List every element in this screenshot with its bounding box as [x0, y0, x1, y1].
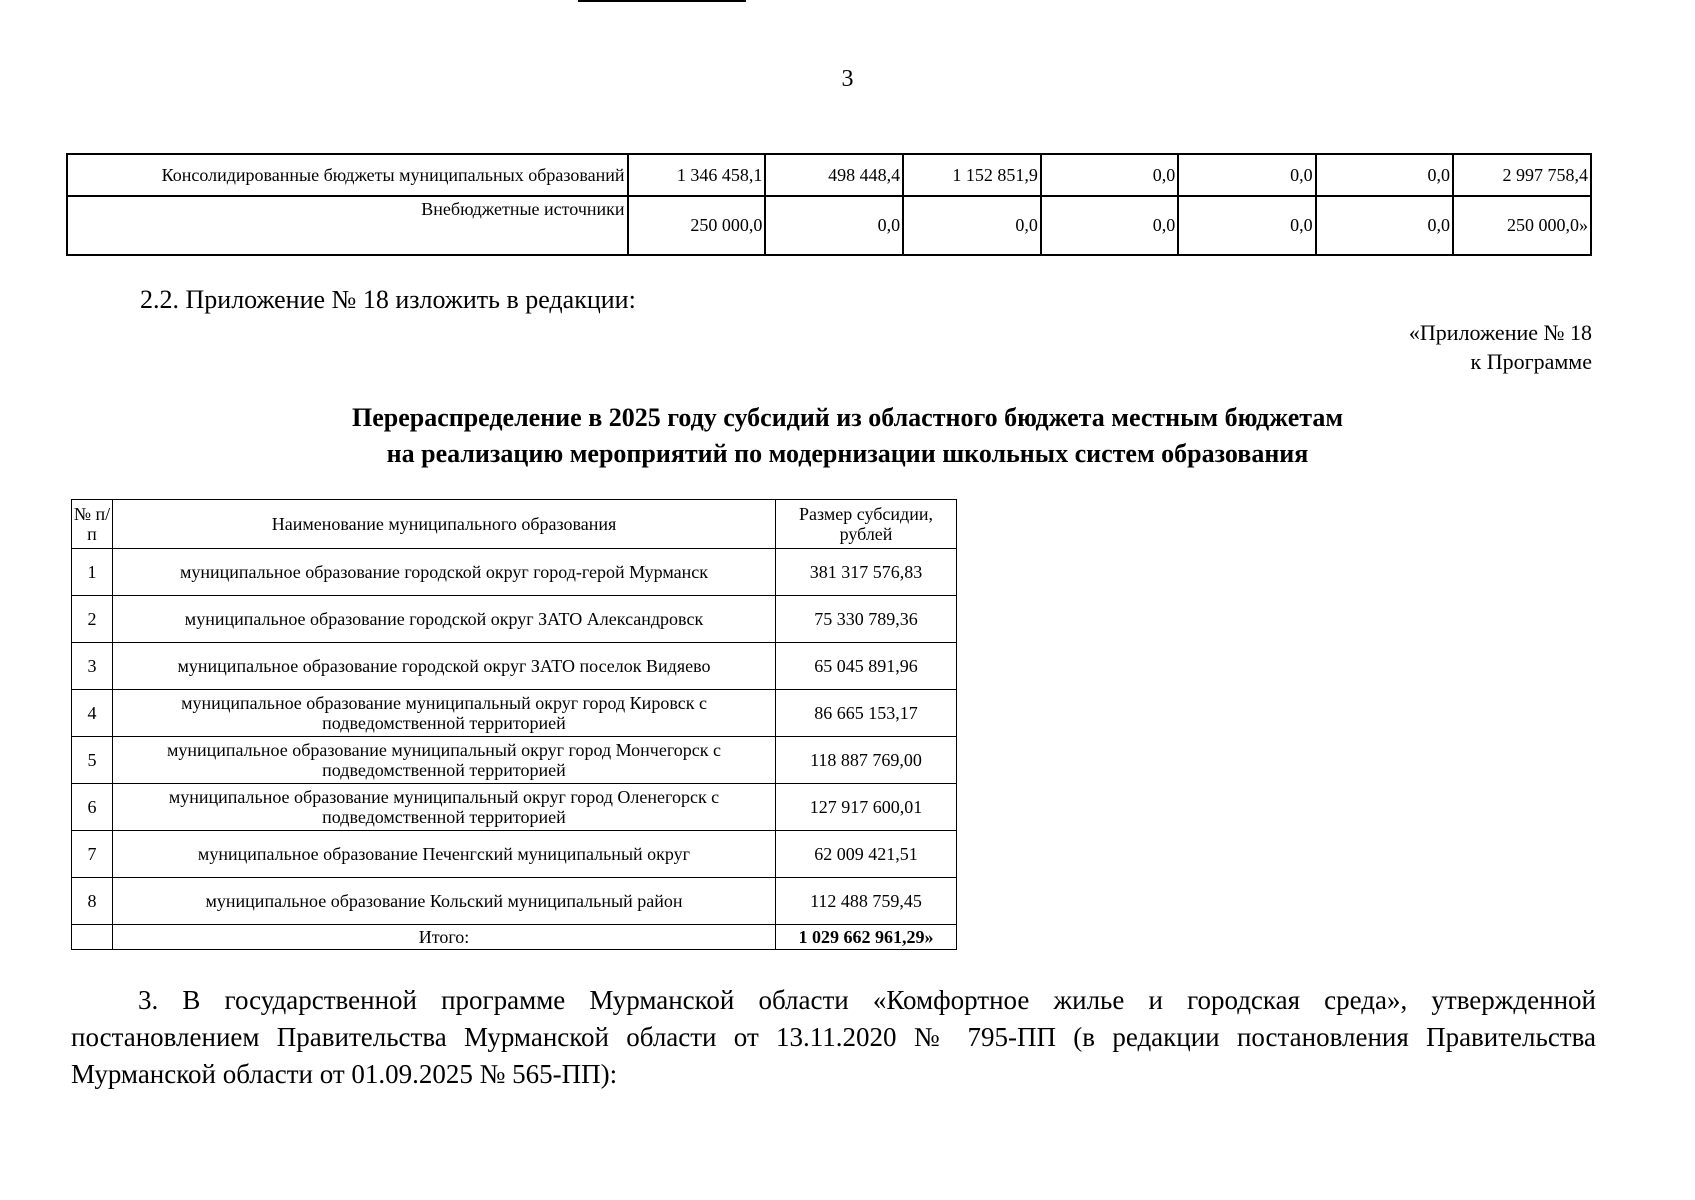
- paragraph-3: 3. В государственной программе Мурманской области «Комфортное жилье и городская среда», утвержденной постановлением Правительства Мурманской области от 13.11.2020 № 795-ПП (в редакции постановления Правительства Мурманской области от 01.09.2025 № 565-ПП):: [71, 985, 1596, 1089]
- header-amount: Размер субсидии, рублей: [776, 500, 957, 549]
- table-row: [72, 549, 957, 596]
- value-cell: 0,0: [1316, 196, 1453, 255]
- value-cell: 0,0: [1178, 154, 1315, 196]
- value-cell: 0,0: [903, 196, 1041, 255]
- row-label: Консолидированные бюджеты муниципальных образований: [67, 154, 628, 196]
- value-cell: 1 346 458,1: [628, 154, 766, 196]
- document-heading: [0, 400, 1695, 472]
- page-number: 3: [841, 66, 854, 92]
- table-row: [67, 154, 1591, 196]
- table-row: [72, 690, 957, 737]
- value-cell: 0,0: [1178, 196, 1315, 255]
- top-rule: [578, 0, 746, 2]
- row-amount: 65 045 891,96: [776, 643, 957, 690]
- row-name: муниципальное образование Печенгский муниципальный округ: [113, 831, 776, 878]
- row-name: муниципальное образование городской округ ЗАТО Александровск: [113, 596, 776, 643]
- total-empty-cell: [72, 925, 113, 950]
- total-amount: 1 029 662 961,29»: [776, 925, 957, 950]
- table-row: [72, 643, 957, 690]
- header-no: № п/п: [72, 500, 113, 549]
- appendix-reference: [1409, 318, 1592, 376]
- row-amount: 127 917 600,01: [776, 784, 957, 831]
- value-cell: 0,0: [1041, 154, 1178, 196]
- row-no: 1: [72, 549, 113, 596]
- value-cell: 250 000,0: [628, 196, 766, 255]
- value-cell: 498 448,4: [765, 154, 903, 196]
- row-amount: 75 330 789,36: [776, 596, 957, 643]
- row-no: 2: [72, 596, 113, 643]
- row-name: муниципальное образование муниципальный округ город Мончегорск с подведомственной территорией: [113, 737, 776, 784]
- value-cell: 0,0: [765, 196, 903, 255]
- appendix-line-1: «Приложение № 18: [1408, 320, 1592, 345]
- value-cell: 0,0: [1041, 196, 1178, 255]
- row-amount: 112 488 759,45: [776, 878, 957, 925]
- header-name: Наименование муниципального образования: [113, 500, 776, 549]
- row-amount: 118 887 769,00: [776, 737, 957, 784]
- subsidy-table: [71, 499, 957, 950]
- table-row: [72, 784, 957, 831]
- row-no: 4: [72, 690, 113, 737]
- row-name: муниципальное образование Кольский муниципальный район: [113, 878, 776, 925]
- row-name: муниципальное образование муниципальный округ город Кировск с подведомственной территорией: [113, 690, 776, 737]
- row-amount: 381 317 576,83: [776, 549, 957, 596]
- total-row: [72, 925, 957, 950]
- value-cell: 2 997 758,4: [1453, 154, 1591, 196]
- heading-line-2: на реализацию мероприятий по модернизации школьных систем образования: [386, 439, 1309, 468]
- row-no: 8: [72, 878, 113, 925]
- table-row: [72, 831, 957, 878]
- row-name: муниципальное образование муниципальный округ город Оленегорск с подведомственной территорией: [113, 784, 776, 831]
- section-2-2-text: 2.2. Приложение № 18 изложить в редакции:: [140, 285, 636, 314]
- appendix-line-2: к Программе: [1470, 349, 1592, 374]
- row-no: 3: [72, 643, 113, 690]
- value-cell: 1 152 851,9: [903, 154, 1041, 196]
- row-amount: 86 665 153,17: [776, 690, 957, 737]
- table-row: [72, 878, 957, 925]
- row-name: муниципальное образование городской округ город-герой Мурманск: [113, 549, 776, 596]
- row-name: муниципальное образование городской округ ЗАТО поселок Видяево: [113, 643, 776, 690]
- row-no: 6: [72, 784, 113, 831]
- table-header-row: [72, 500, 957, 549]
- table-row: [72, 596, 957, 643]
- value-cell: 0,0: [1316, 154, 1453, 196]
- row-no: 7: [72, 831, 113, 878]
- heading-line-1: Перераспределение в 2025 году субсидий из областного бюджета местным бюджетам: [351, 403, 1344, 432]
- table-row: [72, 737, 957, 784]
- row-no: 5: [72, 737, 113, 784]
- value-cell: 250 000,0»: [1453, 196, 1591, 255]
- row-amount: 62 009 421,51: [776, 831, 957, 878]
- row-label: Внебюджетные источники: [67, 196, 628, 255]
- table-row: [67, 196, 1591, 255]
- total-label: Итого:: [113, 925, 776, 950]
- budget-sources-table: [66, 153, 1592, 256]
